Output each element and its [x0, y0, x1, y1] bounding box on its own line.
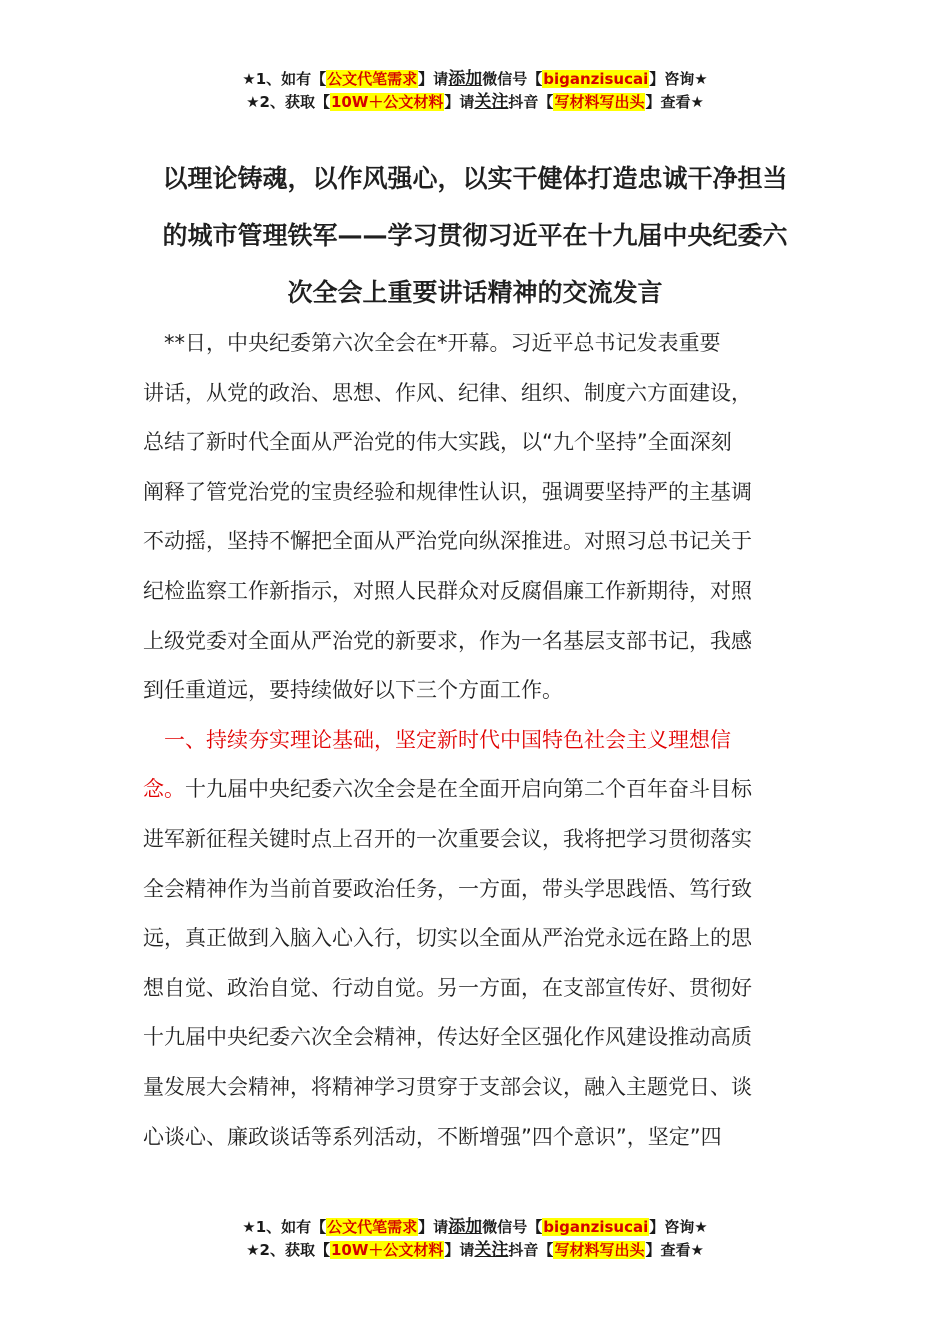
body-line: 讲话，从党的政治、思想、作风、纪律、组织、制度六方面建设，: [143, 380, 752, 405]
body-line: 十九届中央纪委六次全会精神，传达好全区强化作风建设推动高质: [143, 1025, 752, 1050]
section-heading-end: 念。: [143, 777, 185, 802]
promo-line-1: [0, 1216, 950, 1239]
body-line: 纪检监察工作新指示，对照人民群众对反腐倡廉工作新期待，对照: [143, 578, 752, 603]
promo-text: 】查看★: [645, 1241, 704, 1259]
document-title: [138, 150, 812, 321]
title-line: 次全会上重要讲话精神的交流发言: [287, 278, 663, 307]
promo-highlight: 10W＋公文材料: [330, 93, 444, 111]
promo-douyin-id: 写材料写出头: [554, 93, 645, 111]
body-line: 心谈心、廉政谈话等系列活动，不断增强”四个意识”，坚定”四: [143, 1124, 722, 1149]
promo-wechat-id: biganzisucai: [543, 1218, 649, 1236]
promo-line-2: [0, 1239, 950, 1262]
promo-text: 】咨询★: [649, 70, 708, 88]
paragraph-intro: [143, 319, 808, 716]
promo-text: ★2、获取【: [246, 93, 330, 111]
promo-text: ★1、如有【: [242, 70, 327, 88]
promo-emphasis: 添加: [448, 1217, 483, 1237]
top-promo-banner: [0, 68, 950, 114]
promo-text: 】请: [418, 70, 449, 88]
promo-wechat-id: biganzisucai: [543, 70, 649, 88]
body-line: 远，真正做到入脑入心入行，切实以全面从严治党永远在路上的思: [143, 926, 752, 951]
promo-text: 】请: [444, 1241, 475, 1259]
body-line: 阐释了管党治党的宝贵经验和规律性认识，强调要坚持严的主基调: [143, 479, 752, 504]
body-line: 上级党委对全面从严治党的新要求，作为一名基层支部书记，我感: [143, 628, 752, 653]
body-line: [143, 765, 808, 815]
promo-text: 】请: [444, 93, 475, 111]
body-line: 不动摇，坚持不懈把全面从严治党向纵深推进。对照习总书记关于: [143, 529, 752, 554]
promo-douyin-id: 写材料写出头: [554, 1241, 645, 1259]
promo-emphasis: 关注: [474, 1240, 509, 1260]
body-line: **日，中央纪委第六次全会在*开幕。习近平总书记发表重要: [143, 331, 721, 355]
promo-text: ★2、获取【: [246, 1241, 330, 1259]
promo-text: 】查看★: [645, 93, 704, 111]
title-line: 的城市管理铁军——学习贯彻习近平在十九届中央纪委六: [162, 221, 788, 250]
promo-emphasis: 添加: [448, 69, 483, 89]
paragraph-section-one: [143, 716, 808, 1162]
body-text: 十九届中央纪委六次全会是在全面开启向第二个百年奋斗目标: [185, 777, 752, 802]
body-line: 进军新征程关键时点上召开的一次重要会议，我将把学习贯彻落实: [143, 826, 752, 851]
body-line: 到任重道远，要持续做好以下三个方面工作。: [143, 678, 563, 703]
body-line: 量发展大会精神，将精神学习贯穿于支部会议，融入主题党日、谈: [143, 1074, 752, 1099]
promo-highlight: 公文代笔需求: [327, 1218, 418, 1236]
promo-text: ★1、如有【: [242, 1218, 327, 1236]
promo-text: 抖音【: [508, 93, 554, 111]
document-body: [143, 319, 808, 1162]
title-line: 以理论铸魂，以作风强心，以实干健体打造忠诚干净担当: [162, 164, 788, 193]
promo-text: 】咨询★: [649, 1218, 708, 1236]
promo-highlight: 公文代笔需求: [327, 70, 418, 88]
promo-highlight: 10W＋公文材料: [330, 1241, 444, 1259]
promo-emphasis: 关注: [474, 92, 509, 112]
promo-line-2: [0, 91, 950, 114]
body-line: 总结了新时代全面从严治党的伟大实践，以“九个坚持”全面深刻: [143, 430, 732, 455]
section-heading: 一、持续夯实理论基础，坚定新时代中国特色社会主义理想信: [143, 727, 731, 752]
promo-text: 】请: [418, 1218, 449, 1236]
bottom-promo-banner: [0, 1216, 950, 1262]
promo-text: 微信号【: [482, 1218, 543, 1236]
promo-text: 抖音【: [508, 1241, 554, 1259]
body-line: 想自觉、政治自觉、行动自觉。另一方面，在支部宣传好、贯彻好: [143, 975, 752, 1000]
body-line: 全会精神作为当前首要政治任务，一方面，带头学思践悟、笃行致: [143, 876, 752, 901]
promo-text: 微信号【: [482, 70, 543, 88]
promo-line-1: [0, 68, 950, 91]
